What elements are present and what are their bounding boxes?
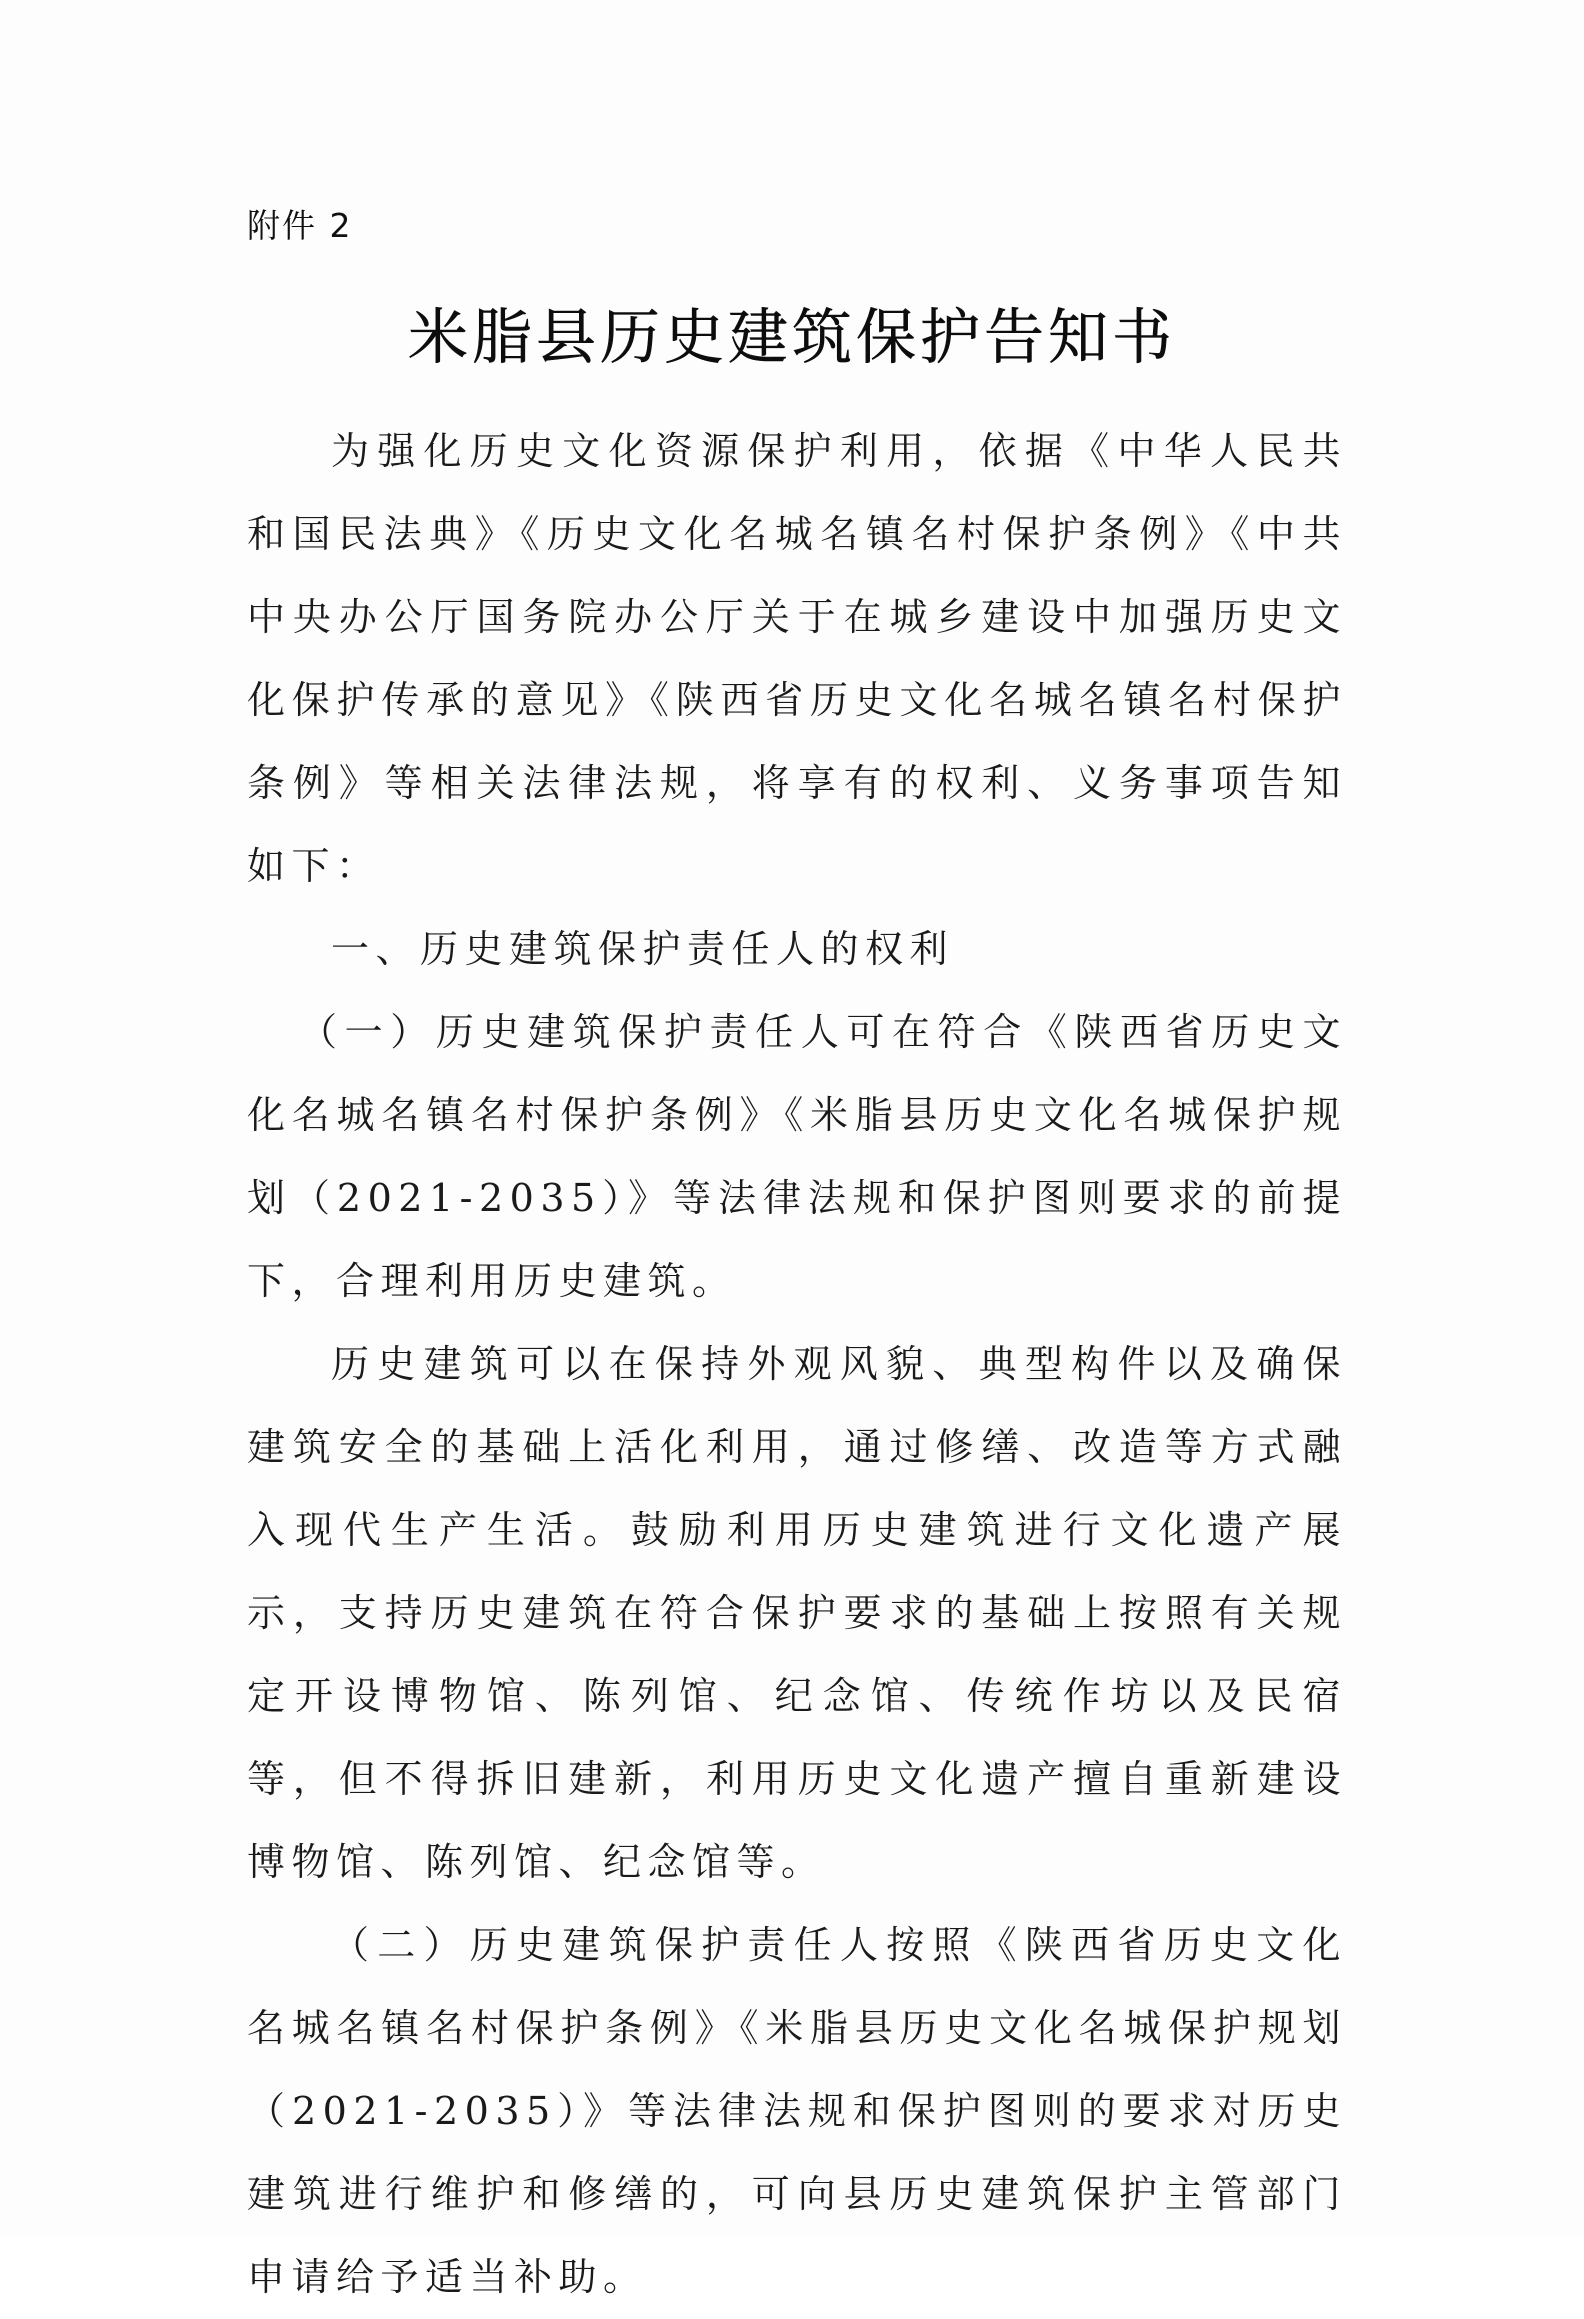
section-heading-rights: 一、历史建筑保护责任人的权利: [331, 927, 955, 971]
clause-1-paragraph: （一）历史建筑保护责任人可在符合《陕西省历史文化名城名镇名村保护条例》《米脂县历史文化名城保护规划（2021-2035）》等法律法规和保护图则要求的前提下，合理利用历史建筑。: [247, 1010, 1347, 1303]
utilization-paragraph: 历史建筑可以在保持外观风貌、典型构件以及确保建筑安全的基础上活化利用，通过修缮、改造等方式融入现代生产生活。鼓励利用历史建筑进行文化遗产展示，支持历史建筑在符合保护要求的基础上按照有关规定开设博物馆、陈列馆、纪念馆、传统作坊以及民宿等，但不得拆旧建新，利用历史文化遗产擅自重新建设博物馆、陈列馆、纪念馆等。: [247, 1342, 1347, 1884]
document-body: [247, 410, 1347, 2319]
attachment-label: 附件 2: [247, 206, 353, 245]
document-title: 米脂县历史建筑保护告知书: [408, 303, 1176, 373]
intro-paragraph: 为强化历史文化资源保护利用，依据《中华人民共和国民法典》《历史文化名城名镇名村保护条例》《中共中央办公厅国务院办公厅关于在城乡建设中加强历史文化保护传承的意见》《陕西省历史文化名城名镇名村保护条例》等相关法律法规，将享有的权利、义务事项告知如下：: [247, 429, 1347, 888]
clause-2-paragraph: （二）历史建筑保护责任人按照《陕西省历史文化名城名镇名村保护条例》《米脂县历史文化名城保护规划（2021-2035）》等法律法规和保护图则的要求对历史建筑进行维护和修缮的，可向县历史建筑保护主管部门申请给予适当补助。: [247, 1923, 1347, 2299]
